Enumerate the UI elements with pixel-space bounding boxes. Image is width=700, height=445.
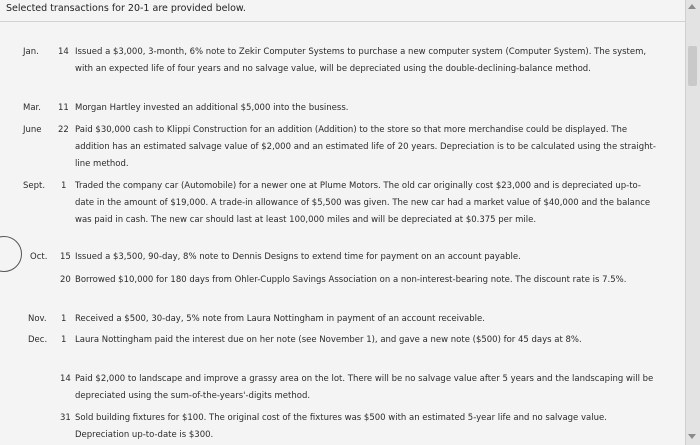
transaction-entry xyxy=(0,178,685,246)
entry-text: Traded the company car (Automobile) for a newer one at Plume Motors. The old car originally cost $23,000 and is depreciated up-to-date in the amount of $19,000. A trade-in allowance of $5,500 was given. The new car had a market value of $40,000 and the balance was paid in cash. The new car should last at least 100,000 miles and will be depreciated at $0.375 per mile. xyxy=(75,181,651,225)
entry-text: Borrowed $10,000 for 180 days from Ohler-Cupplo Savings Association on a non-interest-bearing note. The discount rate is 7.5%. xyxy=(75,275,627,285)
transaction-entry xyxy=(0,272,685,306)
transaction-entry xyxy=(0,332,685,366)
entry-month: Oct. xyxy=(30,252,48,262)
entry-text: Paid $30,000 cash to Klippi Construction for an addition (Addition) to the store so that more merchandise could be displayed. The addition has an estimated salvage value of $2,000 and an estimated life of 20 years. Depreciation is to be calculated using the straight-line method. xyxy=(75,125,656,169)
entry-day: 14 xyxy=(60,374,71,384)
entry-day: 11 xyxy=(58,103,69,113)
entry-day: 20 xyxy=(60,275,71,285)
entry-text: Received a $500, 30-day, 5% note from Laura Nottingham in payment of an account receivable. xyxy=(75,314,485,324)
scroll-up-arrow-icon[interactable] xyxy=(688,4,696,9)
divider xyxy=(0,21,685,22)
page-heading: Selected transactions for 20-1 are provided below. xyxy=(6,3,246,14)
entry-day: 15 xyxy=(60,252,71,262)
scroll-down-arrow-icon[interactable] xyxy=(688,434,696,439)
entry-day: 22 xyxy=(58,125,69,135)
entry-month: Sept. xyxy=(23,181,46,191)
scrollbar-thumb[interactable] xyxy=(688,46,697,86)
entry-text: Issued a $3,500, 90-day, 8% note to Dennis Designs to extend time for payment on an account payable. xyxy=(75,252,521,262)
transaction-entry xyxy=(0,122,685,174)
entry-month: Mar. xyxy=(23,103,41,113)
entry-month: Dec. xyxy=(28,335,48,345)
transaction-entry xyxy=(0,311,685,329)
transaction-entry xyxy=(0,371,685,405)
entry-day: 1 xyxy=(61,335,67,345)
entry-text: Paid $2,000 to landscape and improve a grassy area on the lot. There will be no salvage value after 5 years and the landscaping will be depreciated using the sum-of-the-years'-digits method. xyxy=(75,374,654,401)
entry-text: Morgan Hartley invested an additional $5,000 into the business. xyxy=(75,103,349,113)
entry-text: Laura Nottingham paid the interest due on her note (see November 1), and gave a new note ($500) for 45 days at 8%. xyxy=(75,335,582,345)
entry-text: Issued a $3,000, 3-month, 6% note to Zekir Computer Systems to purchase a new computer system (Computer System). The system, with an expected life of four years and no salvage value, will be depreciated using the double-declining-balance method. xyxy=(75,47,647,74)
entry-day: 1 xyxy=(61,314,67,324)
transaction-entry xyxy=(0,410,685,444)
entry-month: Jan. xyxy=(23,47,39,57)
entry-month: June xyxy=(23,125,42,135)
transaction-entry xyxy=(0,249,685,267)
entry-month: Nov. xyxy=(28,314,47,324)
entry-day: 31 xyxy=(60,413,71,423)
transaction-entry xyxy=(0,44,685,96)
entry-text: Sold building fixtures for $100. The original cost of the fixtures was $500 with an estimated 5-year life and no salvage value. Depreciation up-to-date is $300. xyxy=(75,413,607,440)
entry-day: 14 xyxy=(58,47,69,57)
transaction-entry xyxy=(0,100,685,118)
entry-day: 1 xyxy=(61,181,67,191)
